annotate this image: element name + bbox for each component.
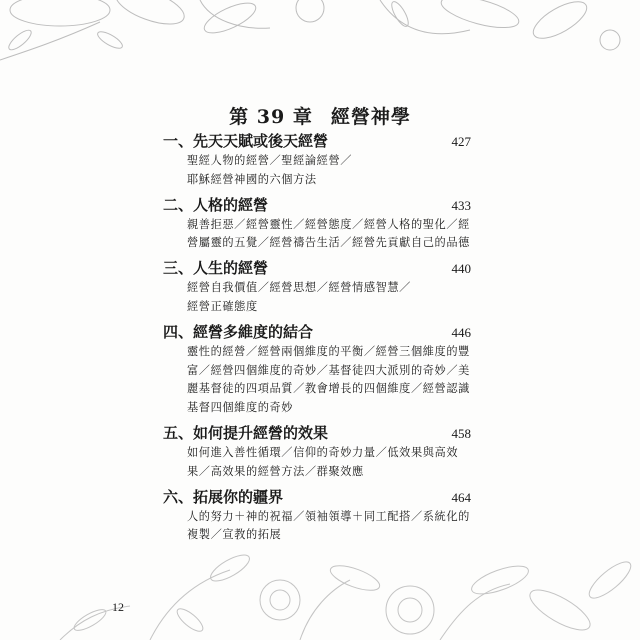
toc-section: [163, 130, 471, 190]
toc-section: [163, 194, 471, 254]
subtopic-line: 基督四個維度的奇妙: [187, 401, 294, 415]
subtopic-line: 麗基督徒的四項品質／教會增長的四個維度／經營認識: [187, 382, 470, 396]
toc-section: [163, 321, 471, 418]
toc-section: [163, 257, 471, 317]
toc-section: [163, 422, 471, 482]
section-subtopics: [187, 279, 471, 317]
subtopic-line: 複製／宣教的拓展: [187, 528, 282, 542]
floral-border-top: [0, 0, 640, 90]
section-subtopics: [187, 343, 471, 418]
subtopic-line: 親善拒惡／經營靈性／經營態度／經營人格的聖化／經: [187, 217, 470, 231]
subtopic-line: 經營正確態度: [187, 299, 258, 313]
section-title[interactable]: 五、如何提升經營的效果: [163, 423, 329, 442]
section-page: 464: [451, 489, 471, 505]
table-of-contents: [163, 130, 471, 549]
section-page: 427: [451, 134, 471, 149]
section-title[interactable]: 六、拓展你的疆界: [163, 487, 284, 506]
subtopic-line: 人的努力＋神的祝福／領袖領導＋同工配搭／系統化的: [187, 509, 470, 523]
subtopic-line: 耶穌經營神國的六個方法: [187, 172, 317, 186]
section-page: 446: [451, 324, 471, 340]
section-title[interactable]: 二、人格的經營: [163, 195, 269, 214]
page-number: 12: [112, 600, 124, 614]
subtopic-line: 富／經營四個維度的奇妙／基督徒四大派別的奇妙／美: [187, 363, 470, 377]
section-title[interactable]: 四、經營多維度的結合: [163, 322, 314, 341]
section-subtopics: [187, 508, 471, 546]
subtopic-line: 果／高效果的經營方法／群聚效應: [187, 464, 364, 478]
section-page: 440: [451, 261, 471, 277]
chapter-name: 經營神學: [330, 106, 411, 128]
chapter-number: 第 39 章: [229, 106, 313, 128]
subtopic-line: 靈性的經營／經營兩個維度的平衡／經營三個維度的豐: [187, 344, 470, 358]
section-page: 433: [451, 197, 471, 213]
section-page: 458: [451, 425, 471, 441]
subtopic-line: 如何進入善性循環／信仰的奇妙力量／低效果與高效: [187, 445, 459, 459]
section-subtopics: [187, 444, 471, 482]
chapter-heading: [0, 102, 640, 129]
section-title[interactable]: 一、先天天賦或後天經營: [163, 132, 329, 150]
subtopic-line: 營屬靈的五覺／經營禱告生活／經營先貢獻自己的品德: [187, 236, 470, 250]
subtopic-line: 聖經人物的經營／聖經論經營／: [187, 154, 353, 167]
subtopic-line: 經營自我價值／經營思想／經營情感智慧／: [187, 281, 411, 295]
section-subtopics: [187, 152, 471, 190]
section-title[interactable]: 三、人生的經營: [163, 259, 269, 278]
toc-section: [163, 486, 471, 546]
section-subtopics: [187, 216, 471, 254]
